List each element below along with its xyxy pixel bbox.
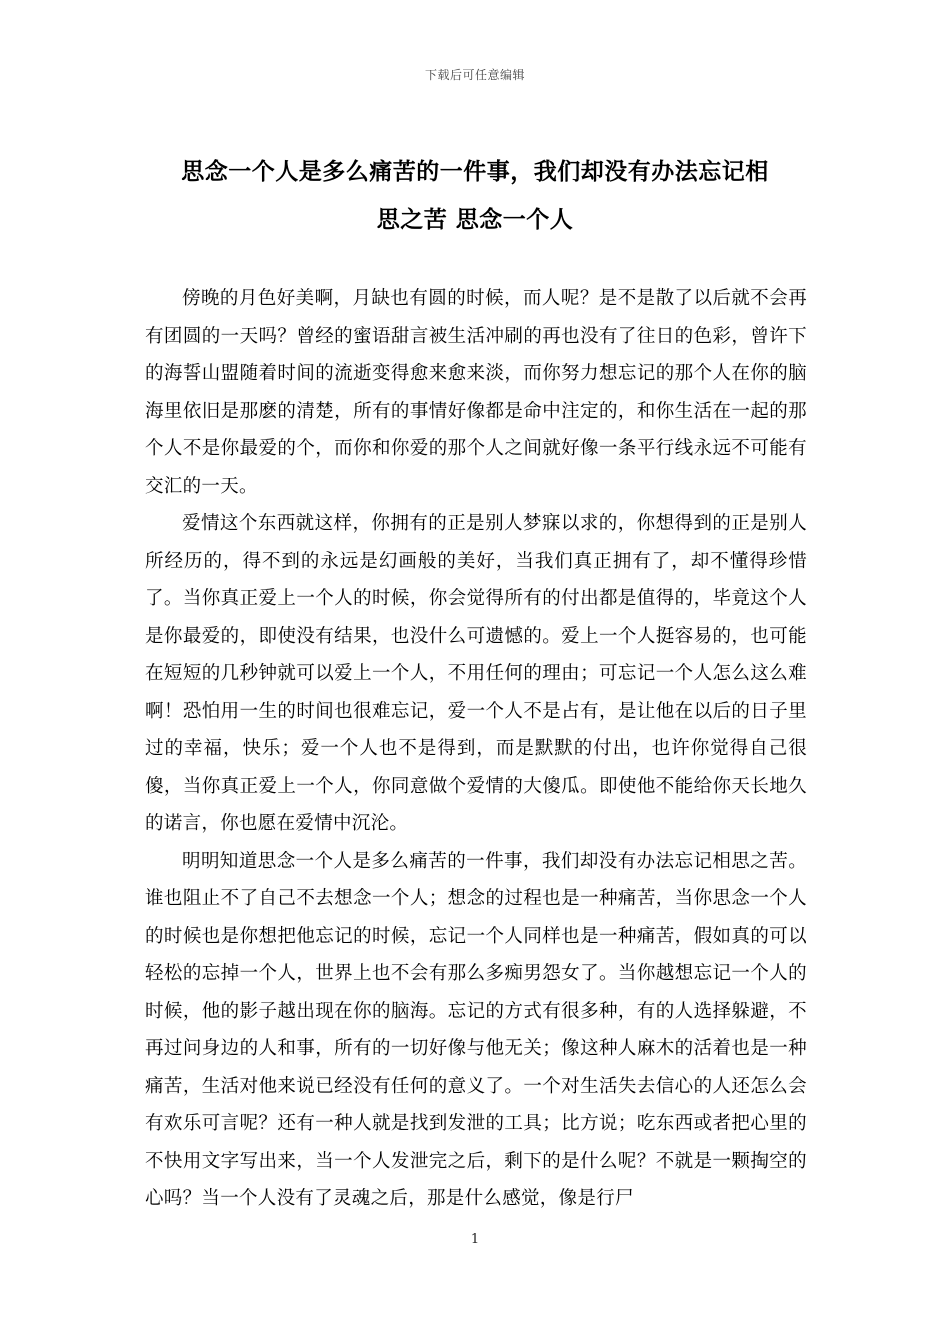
document-body (145, 280, 807, 1218)
title-line-1: 思念一个人是多么痛苦的一件事，我们却没有办法忘记相 (181, 158, 769, 185)
paragraph-1: 傍晚的月色好美啊，月缺也有圆的时候，而人呢？是不是散了以后就不会再有团圆的一天吗？曾经的蜜语甜言被生活冲刷的再也没有了往日的色彩，曾许下的海誓山盟随着时间的流逝变得愈来愈来淡，而你努力想忘记的那个人在你的脑海里依旧是那麽的清楚，所有的事情好像都是命中注定的，和你生活在一起的那个人不是你最爱的个，而你和你爱的那个人之间就好像一条平行线永远不可能有交汇的一天。 (145, 288, 807, 497)
document-title (140, 148, 810, 244)
paragraph-2: 爱情这个东西就这样，你拥有的正是别人梦寐以求的，你想得到的正是别人所经历的，得不到的永远是幻画般的美好，当我们真正拥有了，却不懂得珍惜了。当你真正爱上一个人的时候，你会觉得所有的付出都是值得的，毕竟这个人是你最爱的，即使没有结果，也没什么可遗憾的。爱上一个人挺容易的，也可能在短短的几秒钟就可以爱上一个人，不用任何的理由；可忘记一个人怎么这么难啊！恐怕用一生的时间也很难忘记，爱一个人不是占有，是让他在以后的日子里过的幸福，快乐；爱一个人也不是得到，而是默默的付出，也许你觉得自己很傻，当你真正爱上一个人，你同意做个爱情的大傻瓜。即使他不能给你天长地久的诺言，你也愿在爱情中沉沦。 (145, 513, 807, 834)
title-line-2: 思之苦 思念一个人 (376, 206, 574, 233)
page-number: 1 (470, 1232, 480, 1247)
paragraph-3: 明明知道思念一个人是多么痛苦的一件事，我们却没有办法忘记相思之苦。谁也阻止不了自己不去想念一个人；想念的过程也是一种痛苦，当你思念一个人的时候也是你想把他忘记的时候，忘记一个人同样也是一种痛苦，假如真的可以轻松的忘掉一个人，世界上也不会有那么多痴男怨女了。当你越想忘记一个人的时候，他的影子越出现在你的脑海。忘记的方式有很多种，有的人选择躲避，不再过问身边的人和事，所有的一切好像与他无关；像这种人麻木的活着也是一种痛苦，生活对他来说已经没有任何的意义了。一个对生活失去信心的人还怎么会有欢乐可言呢？还有一种人就是找到发泄的工具；比方说；吃东西或者把心里的不快用文字写出来，当一个人发泄完之后，剩下的是什么呢？不就是一颗掏空的心吗？当一个人没有了灵魂之后，那是什么感觉，像是行尸 (145, 850, 807, 1209)
header-note: 下载后可任意编辑 (424, 68, 525, 82)
